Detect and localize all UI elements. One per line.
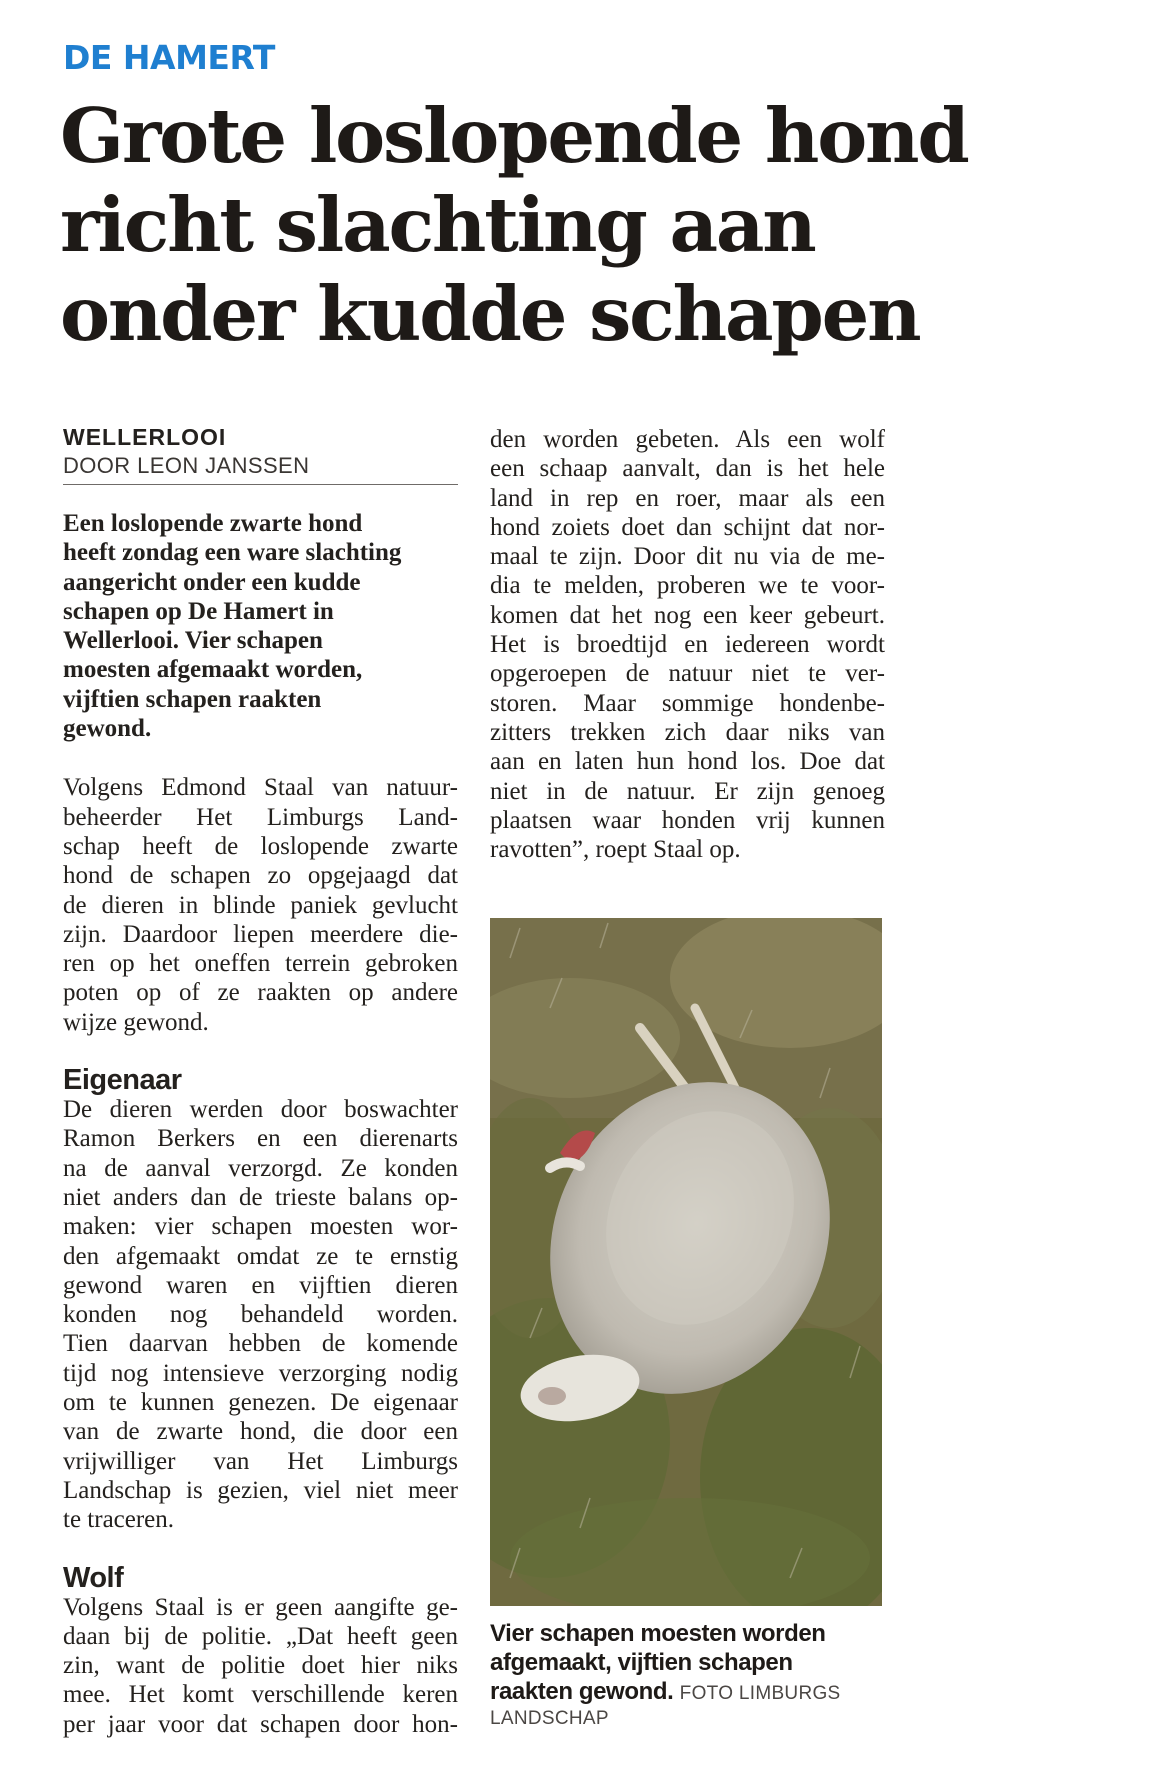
section-kicker: DE HAMERT [63, 38, 275, 77]
body-line: den worden gebeten. Als een wolf [490, 426, 885, 453]
subheading-wolf: Wolf [63, 1561, 124, 1594]
body-line: schap heeft de loslopende zwarte [63, 832, 458, 860]
body-line: niet in de natuur. Er zijn genoeg [490, 777, 885, 805]
body-line: om te kunnen genezen. De eigenaar [63, 1389, 458, 1417]
body-line: maal te zijn. Door dit nu via de me- [490, 543, 885, 571]
body-paragraph [63, 773, 458, 1037]
body-line: mee. Het komt verschillende keren [63, 1681, 458, 1709]
body-line: Landschap is gezien, viel niet meer [63, 1476, 458, 1504]
body-line: te traceren. [63, 1506, 175, 1534]
caption-line: Vier schapen moesten worden [490, 1620, 826, 1647]
body-line: maken: vier schapen moesten wor- [63, 1213, 458, 1241]
dateline: WELLERLOOI [63, 424, 227, 450]
photo-credit: LANDSCHAP [490, 1708, 609, 1729]
body-line: wijze gewond. [63, 1008, 209, 1036]
body-line: gewond waren en vijftien dieren [63, 1271, 458, 1299]
column-left [63, 425, 458, 1739]
body-paragraph [63, 1095, 458, 1534]
body-line: poten op of ze raakten op andere [63, 979, 458, 1007]
lead-line: heeft zondag een ware slachting [63, 539, 402, 567]
body-line: aan en laten hun hond los. Doe dat [490, 748, 885, 776]
body-line: daan bij de politie. „Dat heeft geen [63, 1622, 458, 1650]
body-paragraph [490, 425, 885, 864]
body-line: na de aanval verzorgd. Ze konden [63, 1154, 458, 1182]
body-line: plaatsen waar honden vrij kunnen [490, 806, 885, 834]
article-photo [490, 918, 882, 1606]
caption-line: afgemaakt, vijftien schapen [490, 1649, 793, 1676]
body-line: zitters trekken zich daar niks van [490, 718, 885, 746]
body-line: van de zwarte hond, die door een [63, 1418, 458, 1446]
photo-caption [490, 1619, 885, 1730]
body-paragraph [63, 1593, 458, 1739]
byline: DOOR LEON JANSSEN [63, 452, 458, 485]
body-line: ren op het oneffen terrein gebroken [63, 950, 458, 978]
body-line: ravotten”, roept Staal op. [490, 836, 741, 864]
lead-line: moesten afgemaakt worden, [63, 656, 363, 684]
body-line: konden nog behandeld worden. [63, 1301, 458, 1329]
body-line: den afgemaakt omdat ze te ernstig [63, 1242, 458, 1270]
body-line: een schaap aanvalt, dan is het hele [490, 455, 885, 483]
body-line: komen dat het nog een keer gebeurt. [490, 601, 885, 629]
body-line: de dieren in blinde paniek gevlucht [63, 891, 458, 919]
body-line: land in rep en roer, maar als een [490, 484, 885, 512]
body-line: niet anders dan de trieste balans op- [63, 1183, 458, 1211]
body-line: zin, want de politie doet hier niks [63, 1652, 458, 1680]
column-right [490, 425, 885, 864]
body-line: tijd nog intensieve verzorging nodig [63, 1359, 458, 1387]
subheading-eigenaar: Eigenaar [63, 1064, 182, 1097]
body-line: opgeroepen de natuur niet te ver- [490, 660, 885, 688]
article-headline [60, 92, 1060, 359]
headline-line: Grote loslopende hond [60, 92, 968, 180]
lead-line: aangericht onder een kudde [63, 568, 361, 596]
headline-line: richt slachting aan [60, 181, 815, 269]
body-line: De dieren werden door boswachter [63, 1096, 458, 1124]
body-line: Het is broedtijd en iedereen wordt [490, 631, 885, 659]
lead-line: Een loslopende zwarte hond [63, 510, 363, 537]
body-line: Volgens Edmond Staal van natuur- [63, 774, 458, 802]
body-line: hond de schapen zo opgejaagd dat [63, 862, 458, 890]
body-line: storen. Maar sommige hondenbe- [490, 689, 885, 717]
body-line: zijn. Daardoor liepen meerdere die- [63, 920, 458, 948]
body-line: hond zoiets doet dan schijnt dat nor- [490, 513, 885, 541]
body-line: per jaar voor dat schapen door hon- [63, 1710, 458, 1738]
lead-line: schapen op De Hamert in [63, 597, 334, 625]
lead-paragraph [63, 509, 458, 743]
body-line: beheerder Het Limburgs Land- [63, 803, 458, 831]
headline-line: onder kudde schapen [60, 270, 920, 358]
body-line: Tien daarvan hebben de komende [63, 1330, 458, 1358]
body-line: Ramon Berkers en een dierenarts [63, 1125, 458, 1153]
lead-line: Wellerlooi. Vier schapen [63, 627, 323, 655]
caption-line: raakten gewond. [490, 1678, 674, 1705]
body-line: vrijwilliger van Het Limburgs [63, 1447, 458, 1475]
sheep-photo-illustration [490, 918, 882, 1606]
body-line: Volgens Staal is er geen aangifte ge- [63, 1593, 458, 1621]
lead-line: vijftien schapen raakten [63, 685, 322, 713]
photo-credit: FOTO LIMBURGS [679, 1683, 841, 1704]
lead-line: gewond. [63, 715, 152, 743]
body-line: dia te melden, proberen we te voor- [490, 572, 885, 600]
